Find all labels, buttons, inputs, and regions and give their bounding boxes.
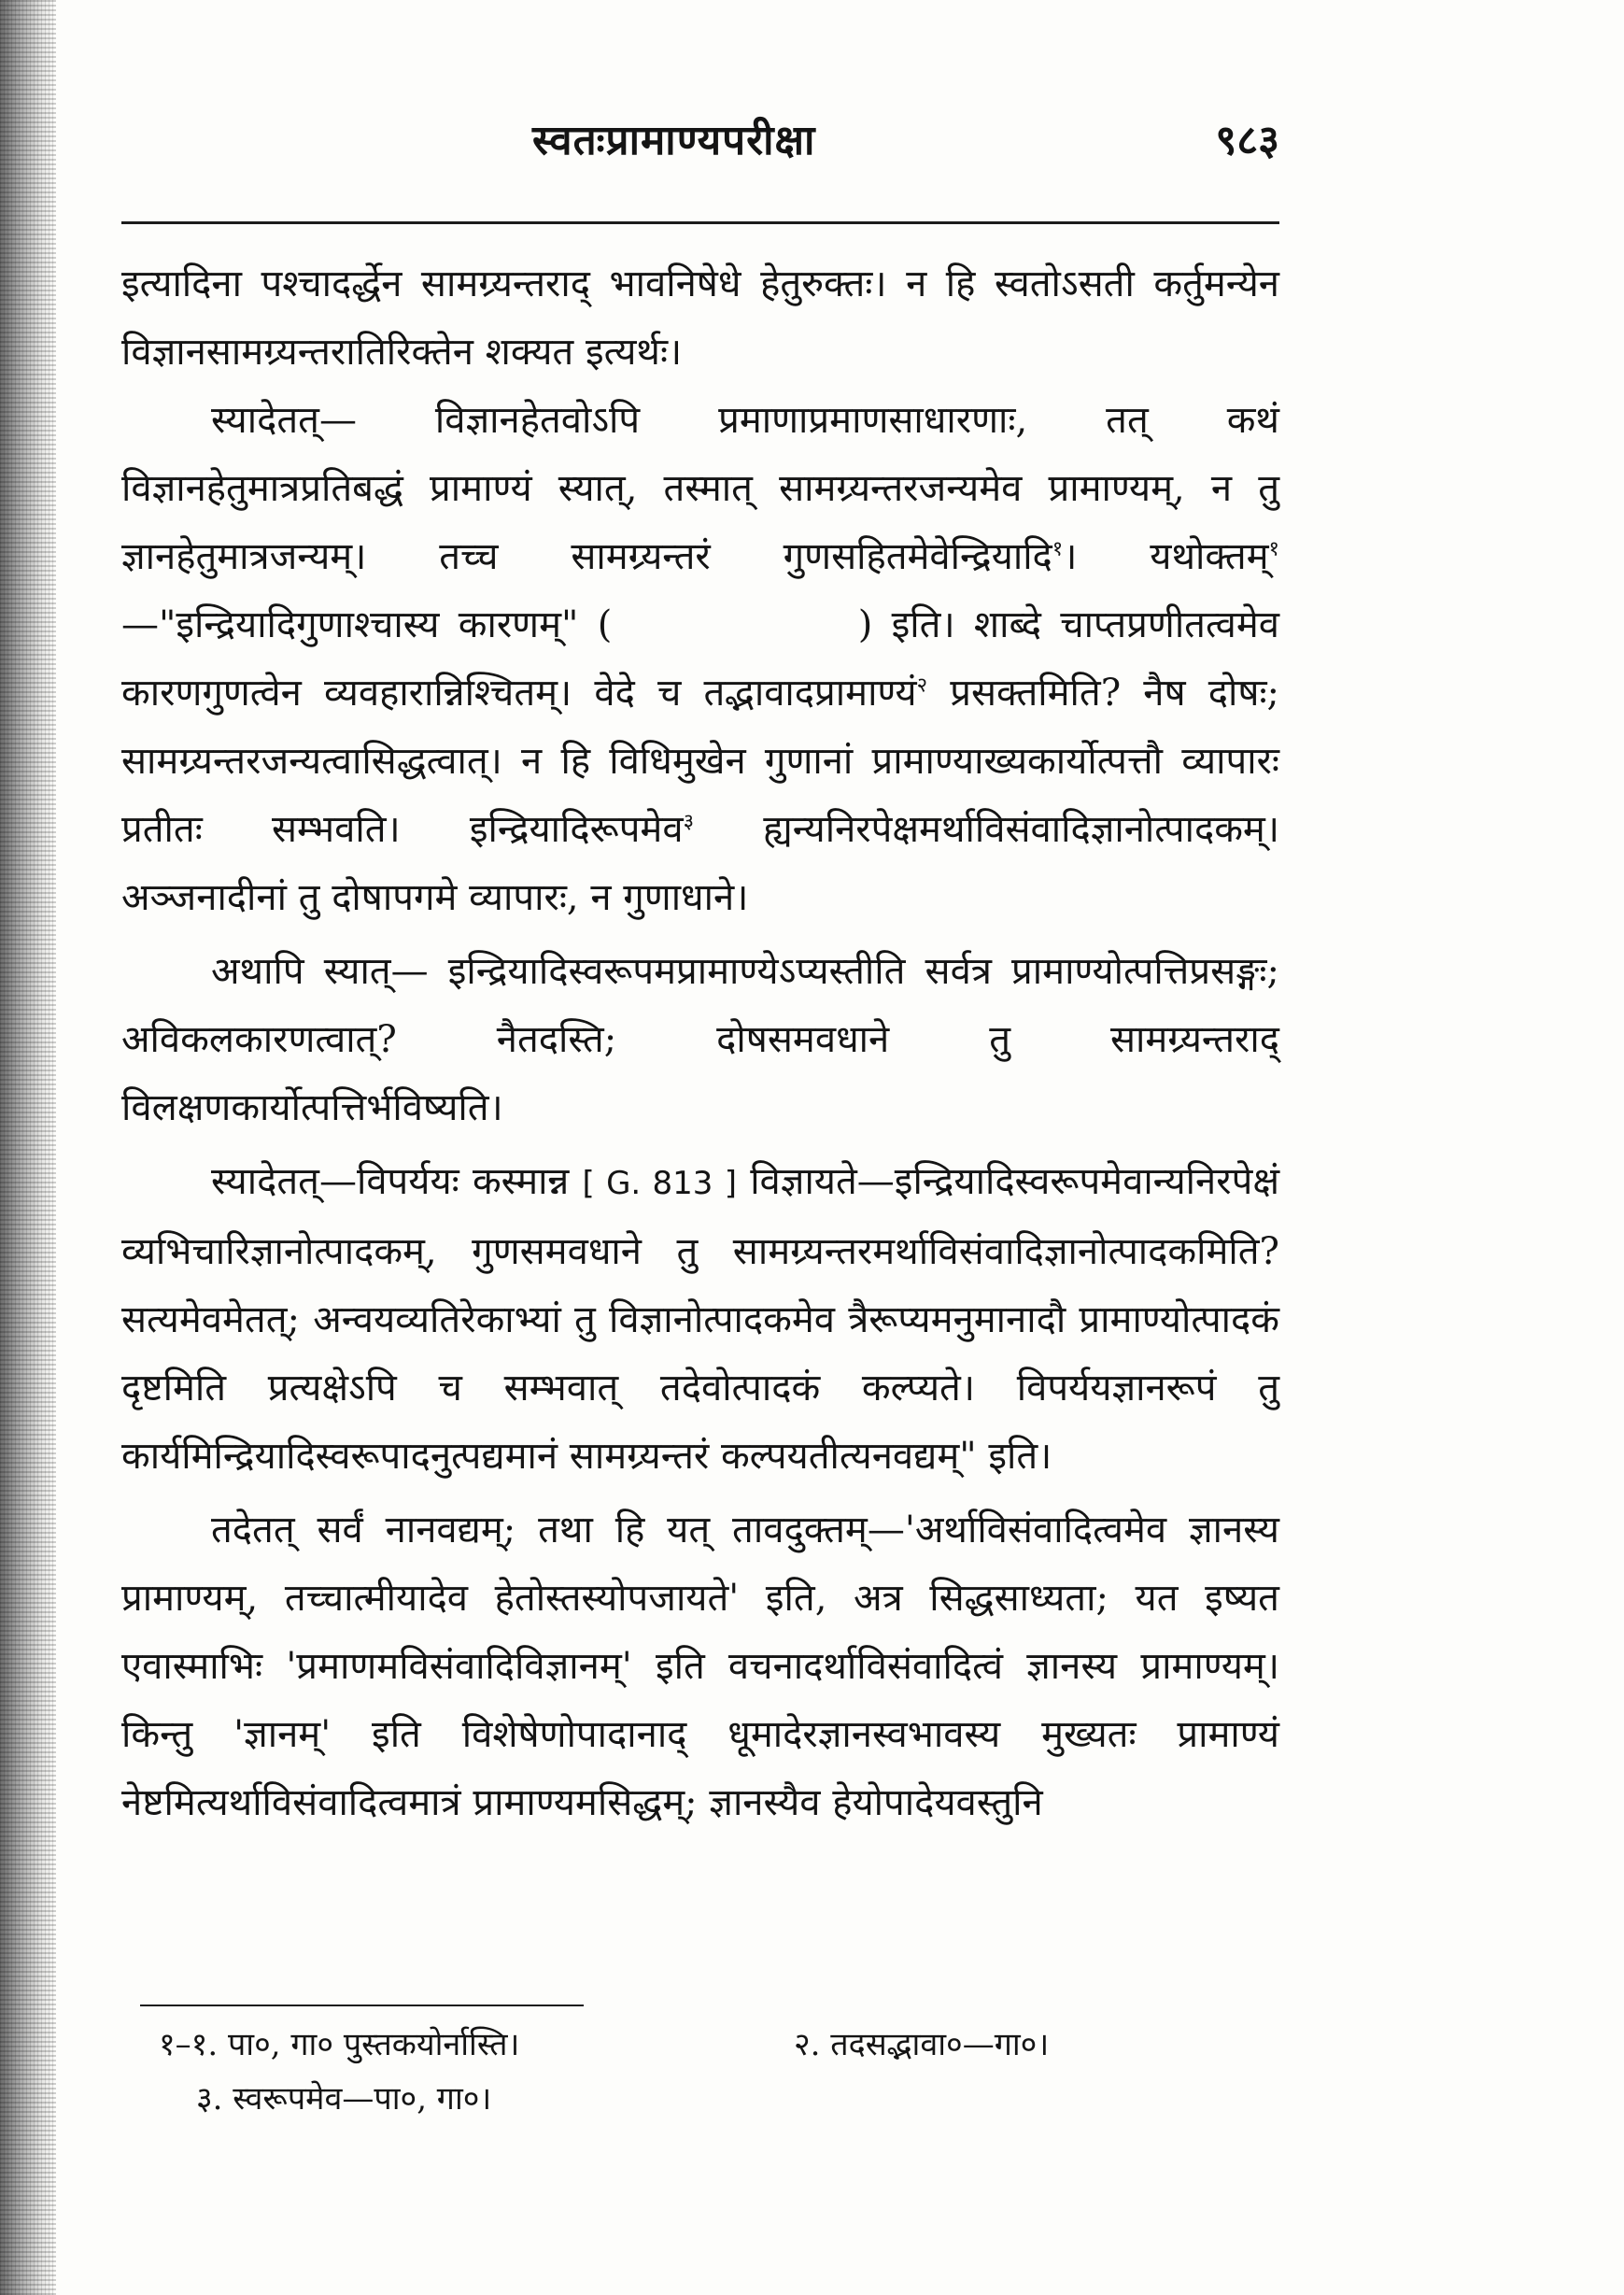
paragraph-2 — [121, 387, 1279, 932]
footnote-mark-2: २ — [916, 673, 928, 698]
page-header — [121, 110, 1279, 176]
footnote-mark-1: १ — [1052, 537, 1064, 561]
scan-edge-shadow — [0, 0, 56, 2295]
paragraph-3: अथापि स्यात्— इन्द्रियादिस्वरूपमप्रामाण्येऽप्यस्तीति सर्वत्र प्रामाण्योत्पत्तिप्रसङ्गः; अविकलकारणत्वात्? नैतदस्ति; दोषसमवधाने तु सामग्र्यन्तराद् विलक्षणकार्योत्पत्तिर्भविष्यति। — [121, 950, 1279, 1129]
paragraph-4-text-b: विज्ञायते—इन्द्रियादिस्वरूपमेवान्यनिरपेक्षं व्यभिचारिज्ञानोत्पादकम्, गुणसमवधाने तु सामग्र्यन्तरमर्थाविसंवादिज्ञानोत्पादकमिति? सत्यमेवमेतत्; अन्वयव्यतिरेकाभ्यां तु विज्ञानोत्पादकमेव त्रैरूप्यमनुमानादौ प्रामाण्योत्पादकं दृष्टमिति प्रत्यक्षेऽपि च सम्भवात् तदेवोत्पादकं कल्प्यते। विपर्ययज्ञानरूपं तु कार्यमिन्द्रियादिस्वरूपादनुत्पद्यमानं सामग्र्यन्तरं कल्पयतीत्यनवद्यम्" इति। — [121, 1160, 1279, 1478]
paragraph-2-text-c: —"इन्द्रियादिगुणाश्चास्य कारणम्" ( — [121, 603, 613, 646]
edition-reference: [ G. 813 ] — [582, 1165, 737, 1202]
paragraph-5: तदेतत् सर्वं नानवद्यम्; तथा हि यत् तावदुक्तम्—'अर्थाविसंवादित्वमेव ज्ञानस्य प्रामाण्यम्, तच्चात्मीयादेव हेतोस्तस्योपजायते' इति, अत्र सिद्धसाध्यता; यत इष्यत एवास्माभिः 'प्रमाणमविसंवादिविज्ञानम्' इति वचनादर्थाविसंवादित्वं ज्ञानस्य प्रामाण्यम्। किन्तु 'ज्ञानम्' इति विशेषेणोपादानाद् धूमादेरज्ञानस्वभावस्य मुख्यतः प्रामाण्यं नेष्टमित्यर्थाविसंवादित्वमात्रं प्रामाण्यमसिद्धम्; ज्ञानस्यैव हेयोपादेयवस्तुनि — [121, 1509, 1279, 1824]
citation-blank — [612, 603, 857, 646]
paragraph-2-text-a: स्यादेतत्— विज्ञानहेतवोऽपि प्रमाणाप्रमाणसाधारणाः, तत् कथं विज्ञानहेतुमात्रप्रतिबद्धं प्रामाण्यं स्यात्, तस्मात् सामग्र्यन्तरजन्यमेव प्रामाण्यम्, न तु ज्ञानहेतुमात्रजन्यम्। तच्च सामग्र्यन्तरं गुणसहितमेवेन्द्रियादि — [121, 399, 1279, 578]
paragraph-4 — [121, 1148, 1279, 1491]
running-title: स्वतःप्रामाण्यपरीक्षा — [532, 117, 816, 164]
footnote-2: २. तदसद्भावा०—गा०। — [794, 2026, 1050, 2063]
footnote-rule — [140, 2005, 584, 2006]
footnotes — [121, 2018, 1279, 2126]
footnote-1: १–१. पा०, गा० पुस्तकयोर्नास्ति। — [159, 2026, 520, 2063]
paragraph-2-text-f: ह्यन्यनिरपेक्षमर्थाविसंवादिज्ञानोत्पादकम्। अञ्जनादीनां तु दोषापगमे व्यापारः, न गुणाधाने। — [121, 808, 1280, 919]
footnote-mark-1b: १ — [1268, 537, 1279, 561]
main-text — [121, 250, 1279, 1837]
paragraph-4-text-a: स्यादेतत्—विपर्ययः कस्मान्न — [211, 1160, 570, 1203]
paragraph-2-text-b: । यथोक्तम् — [1063, 535, 1269, 578]
paragraph-1: इत्यादिना पश्चादर्द्धेन सामग्र्यन्तराद् भावनिषेधे हेतुरुक्तः। न हि स्वतोऽसती कर्तुमन्येन विज्ञानसामग्र्यन्तरातिरिक्तेन शक्यत इत्यर्थः। — [121, 262, 1279, 374]
footnote-3: ३. स्वरूपमेव—पा०, गा०। — [196, 2080, 492, 2118]
header-rule — [121, 221, 1279, 224]
paragraph-2-text-d: ) इति। शाब्दे चाप्तप्रणीतत्वमेव कारणगुणत्वेन व्यवहारान्निश्चितम्। वेदे च तद्भावादप्रामाण्यं — [121, 603, 1279, 715]
footnote-row — [121, 2018, 1279, 2072]
page-number: ९८३ — [1215, 117, 1279, 164]
footnote-mark-3: ३ — [683, 810, 695, 834]
footnote-row — [121, 2072, 1279, 2126]
paragraph-2-text-e: प्रसक्तमिति? नैष दोषः; सामग्र्यन्तरजन्यत्वासिद्धत्वात्। न हि विधिमुखेन गुणानां प्रामाण्याख्यकार्योत्पत्तौ व्यापारः प्रतीतः सम्भवति। इन्द्रियादिरूपमेव — [121, 672, 1279, 851]
